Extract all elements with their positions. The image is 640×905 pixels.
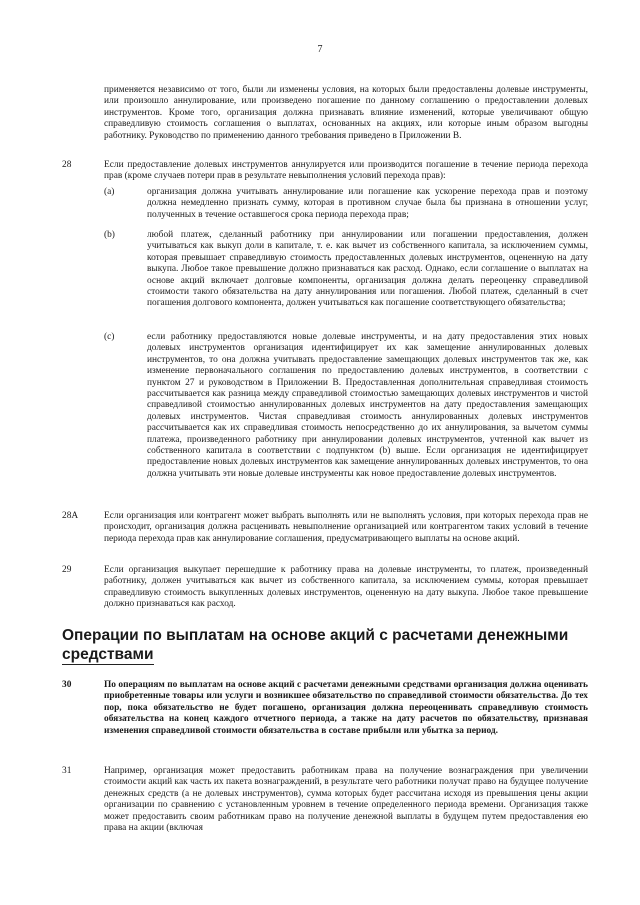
subparagraph-text: любой платеж, сделанный работнику при аннулировании или погашении предоставления, должен учитываться как выкуп доли в капитале, т. е. как вычет из собственного капитала, за исключением суммы, которая превышает справедливую стоимость предоставленных долевых инструментов, оцененную на дату выкупа. Любое такое превышение должно признаваться как расход. Однако, если соглашение о выплатах на основе акций включает долговые компоненты, организация должна делать переоценку справедливой стоимости такого обязательства на дату аннулирования или погашения. Любой платеж, сделанный в счет погашения долгового компонента, должен учитываться как погашение соответствующего обязательства;: [147, 230, 588, 309]
paragraph-text-bold: По операциям по выплатам на основе акций с расчетами денежными средствами организация должна оценивать приобретенные товары или услуги и возникшее обязательство по справедливой стоимости обязательства. До тех пор, пока обязательство не будет погашено, организация должна переоценивать справедливую стоимость обязательства на конец каждого отчетного периода, а также на дату расчетов по обязательству, признавая изменения справедливой стоимости обязательства в составе прибыли или убытка за период.: [104, 680, 588, 736]
heading-underline: [62, 664, 154, 665]
paragraph-number: 31: [62, 766, 72, 776]
subparagraph-text: если работнику предоставляются новые долевые инструменты, и на дату предоставления этих новых долевых инструментов организация идентифицирует их как замещение аннулированных долевых инструментов, то она должна учитывать предоставление замещающих долевых инструментов так же, как изменение первоначального соглашения по предоставлению долевых инструментов, в соответствии с пунктом 27 и руководством в Приложении В. Предоставленная дополнительная справедливая стоимость рассчитывается как разница между справедливой стоимостью замещающих долевых инструментов и чистой справедливой стоимостью аннулированных долевых инструментов на дату предоставления замещающих долевых инструментов. Чистая справедливая стоимость аннулированных долевых инструментов рассчитывается как их справедливая стоимость непосредственно до их аннулирования, за вычетом суммы платежа, произведенного работнику при аннулировании долевых инструментов, учтенной как вычет из собственного капитала в соответствии с подпунктом (b) выше. Если организация не идентифицирует предоставление новых долевых инструментов как замещение аннулированных долевых инструментов, то она должна учитывать эти новые долевые инструменты как новое предоставление долевых инструментов.: [147, 332, 588, 479]
subparagraph-text: организация должна учитывать аннулирование или погашение как ускорение перехода прав и поэтому должна немедленно признать сумму, которая в противном случае была бы признана в отношении услуг, полученных в течение оставшегося срока периода перехода прав;: [147, 187, 588, 220]
paragraph-text: Если организация выкупает перешедшие к работнику права на долевые инструменты, то платеж, произведенный работнику, должен учитываться как вычет из собственного капитала, за исключением суммы, которая превышает справедливую стоимость выкупленных долевых инструментов, оцененную на дату выкупа. Любое такое превышение должно признаваться как расход.: [104, 565, 588, 610]
paragraph-text: Например, организация может предоставить работникам права на получение вознаграждения при увеличении стоимости акций как часть их пакета вознаграждений, в результате чего работники получат право на будущее получение денежных средств (а не долевых инструментов), сумма которых будет рассчитана исходя из превышения цены акции организации по сравнению с установленным уровнем в течение определенного периода времени. Организация также может предоставить своим работникам право на получение денежной выплаты в будущем путем предоставления ею права на акции (включая: [104, 766, 588, 834]
paragraph-number: 28A: [62, 511, 79, 521]
subparagraph-label: (c): [104, 332, 115, 342]
paragraph-text: Если организация или контрагент может выбрать выполнять или не выполнять условия, при которых перехода прав не происходит, организация должна расценивать невыполнение организацией или контрагентом таких условий в течение периода перехода прав как аннулирование соглашения, предусматривающего выплаты на основе акций.: [104, 511, 588, 544]
paragraph-number: 28: [62, 160, 72, 170]
paragraph-number: 30: [62, 680, 72, 690]
section-heading: Операции по выплатам на основе акций с расчетами денежными средствами: [62, 627, 569, 663]
page-number: 7: [317, 44, 323, 55]
paragraph-text: Если предоставление долевых инструментов аннулируется или производится погашение в течение периода перехода прав (кроме случаев потери прав в результате невыполнения условий перехода прав):: [104, 160, 588, 182]
intro-paragraph: применяется независимо от того, были ли изменены условия, на которых были предоставлены долевые инструменты, или произошло аннулирование, или произведено погашение по данному соглашению о предоставлении долевых инструментов. Кроме того, организация должна признавать влияние изменений, которые увеличивают общую справедливую стоимость соглашения о выплатах, основанных на акциях, или которые иным образом выгодны работнику. Руководство по применению данного требования приведено в Приложении В.: [104, 85, 588, 141]
paragraph-number: 29: [62, 565, 72, 575]
subparagraph-label: (a): [104, 187, 115, 197]
subparagraph-label: (b): [104, 230, 115, 240]
